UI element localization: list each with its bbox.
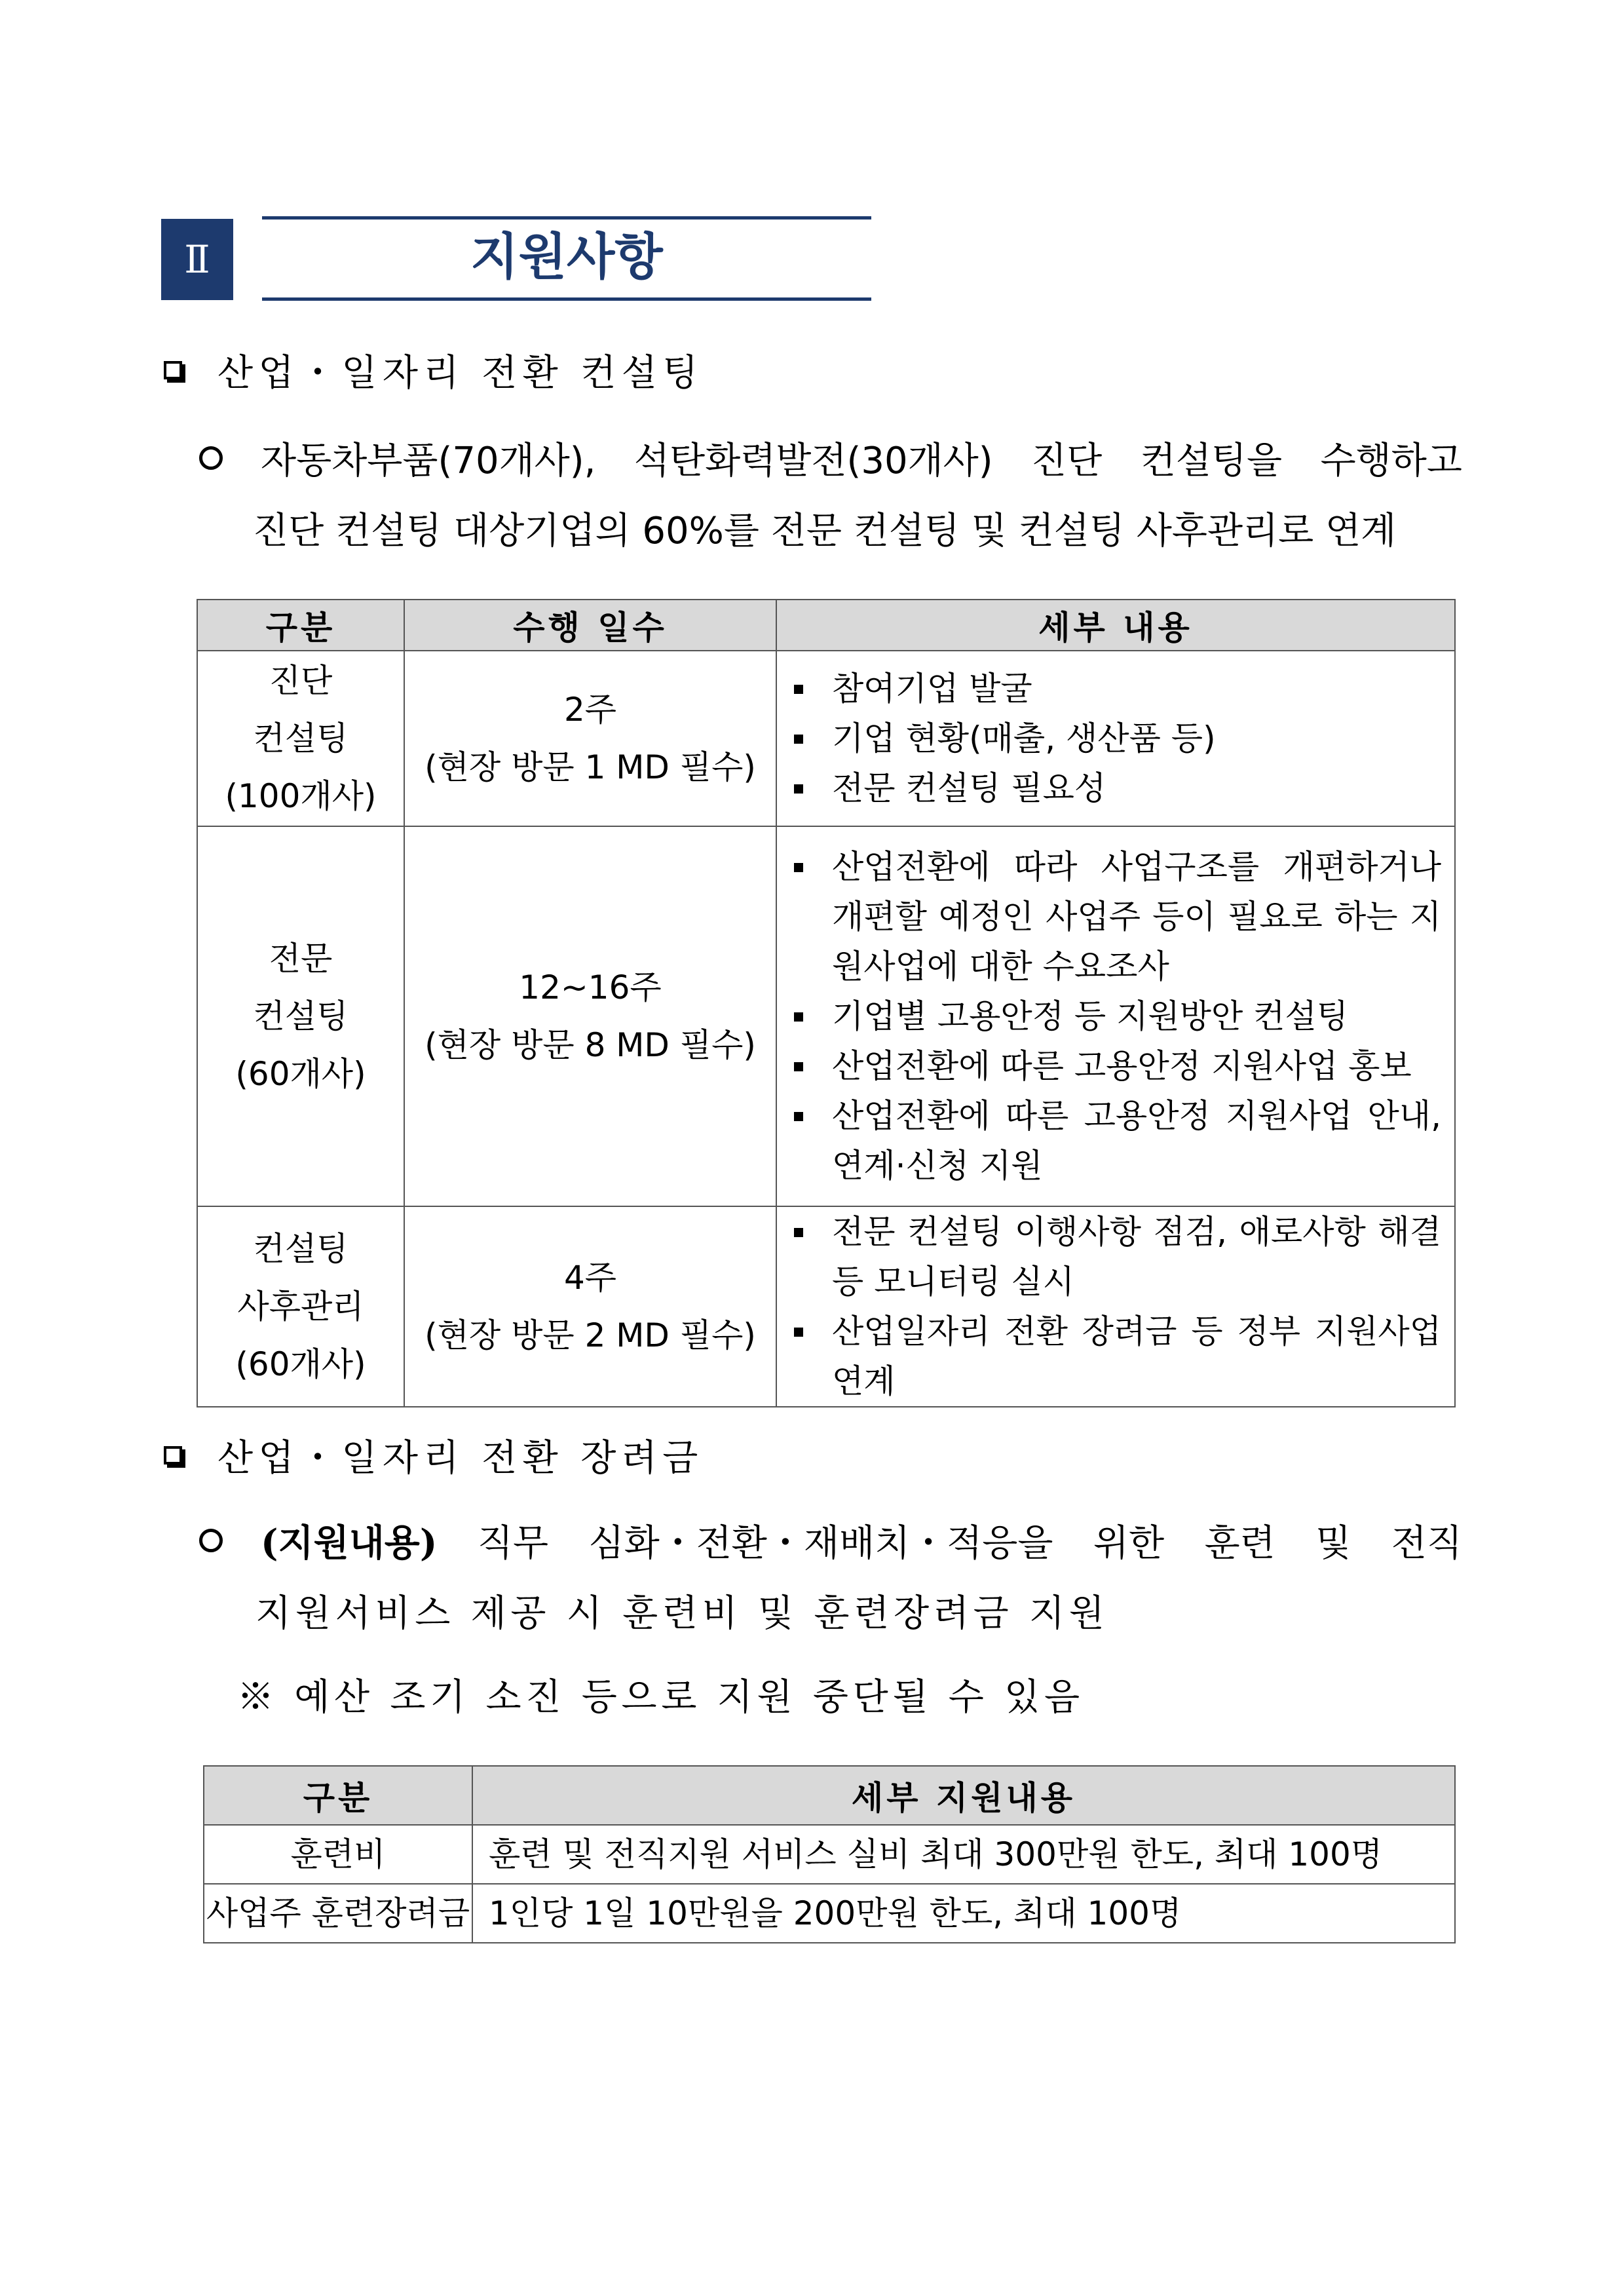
cell-text: (60개사) [235, 1055, 366, 1093]
cell-text: 전문 [269, 940, 333, 978]
cell-text: 2주 [563, 691, 617, 729]
list-item: 기업 현황(매출, 생산품 등) [794, 714, 1441, 763]
square-bullet-icon [164, 361, 182, 379]
consulting-desc-line2: 진단 컨설팅 대상기업의 60%를 전문 컨설팅 및 컨설팅 사후관리로 연계 [253, 510, 1397, 552]
table-row [197, 826, 1455, 1206]
desc-word: 위한 [1093, 1522, 1165, 1565]
consulting-heading-text: 산업・일자리 전환 컨설팅 [217, 352, 704, 394]
section-title-bottom-rule [262, 297, 871, 301]
desc-word: 수행하고 [1320, 440, 1462, 482]
cell-text: (100개사) [225, 777, 377, 815]
cell-text: 컨설팅 [253, 719, 349, 757]
table-header-cell: 세부 내용 [776, 600, 1455, 651]
table-row [204, 1825, 1455, 1884]
incentive-heading [164, 1426, 704, 1485]
section-title-top-rule [262, 216, 871, 220]
category-cell [197, 1206, 404, 1407]
content-cell: 훈련 및 전직지원 서비스 실비 최대 300만원 한도, 최대 100명 [472, 1825, 1455, 1884]
budget-note: ※ 예산 조기 소진 등으로 지원 중단될 수 있음 [237, 1676, 1084, 1719]
table-header-cell: 세부 지원내용 [472, 1766, 1455, 1825]
category-cell [197, 826, 404, 1206]
cell-text: (현장 방문 2 MD 필수) [425, 1316, 756, 1354]
square-bullet-icon [164, 1446, 182, 1464]
incentive-desc-line2: 지원서비스 제공 시 훈련비 및 훈련장려금 지원 [255, 1592, 1109, 1635]
table-header-cell: 수행 일수 [404, 600, 776, 651]
cell-text: 4주 [563, 1259, 617, 1297]
desc-word: 진단 [1031, 440, 1103, 482]
list-item: 산업전환에 따라 사업구조를 개편하거나 개편할 예정인 사업주 등이 필요로 하는 지원사업에 대한 수요조사 [794, 842, 1441, 991]
table-header-row [197, 600, 1455, 651]
list-item: 전문 컨설팅 이행사항 점검, 애로사항 해결 등 모니터링 실시 [794, 1207, 1441, 1307]
cell-text: (현장 방문 1 MD 필수) [425, 748, 756, 786]
table-row [197, 651, 1455, 826]
desc-word: 및 [1315, 1522, 1351, 1565]
cell-text: 컨설팅 [253, 1230, 349, 1268]
incentive-table [203, 1765, 1456, 1943]
cell-text: (현장 방문 8 MD 필수) [425, 1026, 756, 1064]
desc-word: 자동차부품(70개사), [261, 440, 596, 482]
cell-text: 컨설팅 [253, 997, 349, 1035]
desc-word: 훈련 [1204, 1522, 1275, 1565]
cell-text: 12~16주 [519, 968, 662, 1006]
details-cell [776, 651, 1455, 826]
list-item: 참여기업 발굴 [794, 664, 1441, 714]
desc-word: 심화・전환・재배치・적응을 [588, 1522, 1053, 1565]
list-item: 산업전환에 따른 고용안정 지원사업 안내, 연계·신청 지원 [794, 1091, 1441, 1191]
category-cell [197, 651, 404, 826]
duration-cell [404, 826, 776, 1206]
duration-cell [404, 651, 776, 826]
consulting-desc-line1 [199, 429, 1462, 488]
table-row [197, 1206, 1455, 1407]
section-title: 지원사항 [470, 227, 663, 286]
content-cell: 1인당 1일 10만원을 200만원 한도, 최대 100명 [472, 1884, 1455, 1943]
consulting-heading [164, 341, 704, 400]
desc-word: 직무 [477, 1522, 549, 1565]
table-header-row [204, 1766, 1455, 1825]
consulting-table [197, 599, 1456, 1407]
desc-word: 컨설팅을 [1140, 440, 1283, 482]
desc-word: 석탄화력발전(30개사) [633, 440, 993, 482]
category-cell: 사업주 훈련장려금 [204, 1884, 472, 1943]
table-header-cell: 구분 [197, 600, 404, 651]
list-item: 전문 컨설팅 필요성 [794, 763, 1441, 813]
circle-bullet-icon [199, 1529, 223, 1552]
desc-word: 전직 [1391, 1522, 1462, 1565]
cell-text: 사후관리 [237, 1288, 364, 1326]
list-item: 기업별 고용안정 등 지원방안 컨설팅 [794, 991, 1441, 1041]
section-number-badge: Ⅱ [161, 219, 233, 300]
table-header-cell: 구분 [204, 1766, 472, 1825]
incentive-desc-line1 [199, 1511, 1462, 1570]
category-cell: 훈련비 [204, 1825, 472, 1884]
duration-cell [404, 1206, 776, 1407]
incentive-heading-text: 산업・일자리 전환 장려금 [217, 1437, 704, 1480]
list-item: 산업일자리 전환 장려금 등 정부 지원사업 연계 [794, 1307, 1441, 1406]
details-cell [776, 1206, 1455, 1407]
cell-text: (60개사) [235, 1345, 366, 1383]
table-row [204, 1884, 1455, 1943]
cell-text: 진단 [269, 662, 333, 700]
list-item: 산업전환에 따른 고용안정 지원사업 홍보 [794, 1041, 1441, 1091]
support-label: (지원내용) [261, 1521, 438, 1565]
details-cell [776, 826, 1455, 1206]
circle-bullet-icon [199, 446, 223, 470]
